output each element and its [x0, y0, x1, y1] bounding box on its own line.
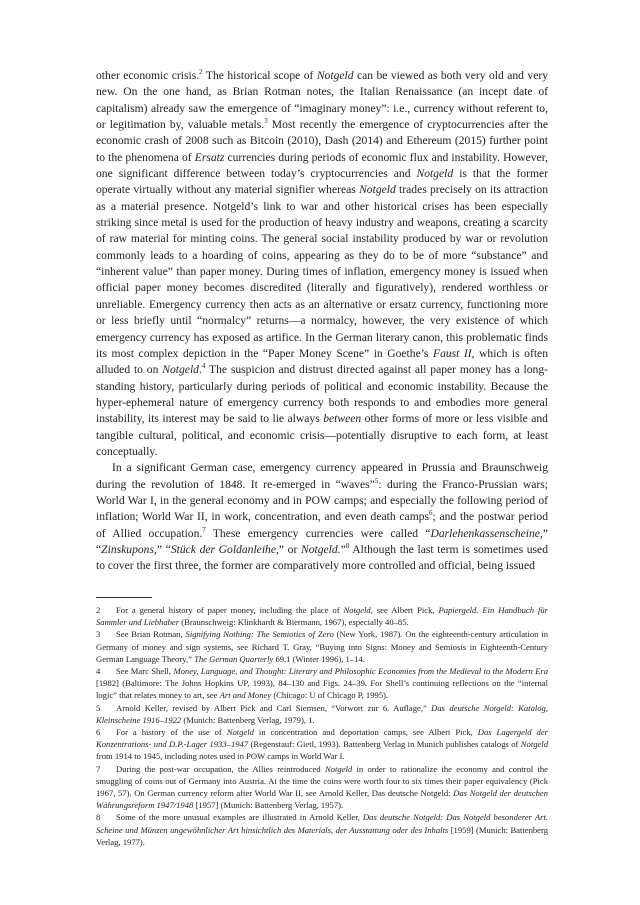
body-text [96, 68, 548, 575]
italic-text: Notgeld [359, 183, 396, 197]
footnote: 7 During the post-war occupation, the Allies reintroduced Notgeld in order to rationalize the economy and control the smuggling of coins out of Germany into Austria. At the time the coins were worth four to six times their paper equivalency (Pick 1967, 57). On German currency reform after World War II, see Arnold Keller, Das deutsche Notgeld: Das Notgeld der deutschen Währungsreform 1947/1948 [1957] (Munich: Battenberg Verlag, 1957). [96, 763, 548, 811]
footnote: 4 See Marc Shell, Money, Language, and Thought: Literary and Philosophic Economies from the Medieval to the Modern Era [1982] (Baltimore: The Johns Hopkins UP, 1993), 84–130 and Figs. 24–39. For Shell’s continuing reflections on the “internal logic” that relates money to art, see Art and Money (Chicago: U of Chicago P, 1995). [96, 666, 548, 701]
italic-text: Das Lagergeld der Konzentrations- und D.P.-Lager 1933–1947 [96, 727, 548, 750]
italic-text: Ersatz [194, 150, 225, 164]
italic-text: Art and Money [219, 690, 272, 701]
footnote-number: 4 [96, 666, 101, 677]
italic-text: Notgeld [324, 763, 353, 774]
paragraph: In a significant German case, emergency currency appeared in Prussia and Braunschweig during the revolution of 1848. It re-emerged in “waves”$^5$: during the Franco-Prussian wars; World War I, in the general economy and in POW camps; and especially the following period of inflation; World War II, in work, concentration, and even death camps$^6$; and the postwar period of Allied occupation.$^7$ These emergency currencies were called “Darlehenkassenscheine,” “Zinskupons,” “Stück der Goldanleihe,” or Notgeld.”$^8$ Although the last term is sometimes used to cover the first three, the former are comparatively more controlled and official, being issued [96, 461, 549, 573]
footnote-number: 5 [96, 702, 101, 713]
italic-text: Money, Language, and Thought: Literary and Philosophic Economies from the Medieval to the Modern Era [173, 666, 548, 677]
footnote-number: 8 [96, 812, 101, 823]
footnote: 8 Some of the more unusual examples are illustrated in Arnold Keller, Das deutsche Notgeld: Das Notgeld besonderer Art. Scheine und Münzen ungewöhnlicher Art hinsichtlich des Materials, der Ausstattung oder des Inhalts [1959] (Munich: Battenberg Verlag, 1977). [96, 812, 548, 847]
footnote: 2 For a general history of paper money, including the place of Notgeld, see Albert Pick, Papiergeld. Ein Handbuch für Sammler und Liebhaber (Braunschweig: Klinkhardt & Biermann, 1967), especially 40–85. [96, 605, 548, 628]
footnote-number: 6 [96, 727, 101, 738]
italic-text: Das deutsche Notgeld: Das Notgeld besonderer Art. Scheine und Münzen ungewöhnlicher Art hinsichtlich des Materials, der Ausstattung oder des Inhalts [96, 812, 548, 835]
italic-text: Notgeld [162, 363, 199, 377]
italic-text: Darlehenkassenscheine, [430, 526, 543, 540]
footnote-marker: 5 [374, 476, 379, 485]
paragraph: other economic crisis.$^2$ The historical scope of Notgeld can be viewed as both very old and very new. On the one hand, as Brian Rotman notes, the Italian Renaissance (an incept date of capitalism) already saw the emergence of “imaginary money”: i.e., currency without referent to, or legitimation by, valuable metals.$^3$ Most recently the emergence of cryptocurrencies after the economic crash of 2008 such as Bitcoin (2010), Dash (2014) and Ethereum (2015) further point to the phenomena of Ersatz currencies during periods of economic flux and instability. However, one significant difference between today’s cryptocurrencies and Notgeld is that the former operate virtually without any material signifier whereas Notgeld trades precisely on its attraction as a material presence. Notgeld’s link to war and other historical crises has been especially striking since metal is used for the production of heavy industry and weapons, creating a scarcity of raw material for minting coins. The general social instability produced by war or revolution commonly leads to a hoarding of coins, appearing as they do to be of more “substance” and “inherent value” than paper money. During times of inflation, emergency money is issued when official paper money becomes discredited (literally and figuratively), rendered worthless or unreliable. Emergency currency then acts as an alternative or ersatz currency, functioning more or less briefly until “normalcy” returns—a normalcy, however, the very existence of which emergency currency has exposed as artifice. In the German literary canon, this problematic finds its most complex depiction in the “Paper Money Scene” in Goethe’s Faust II, which is often alluded to on Notgeld.$^4$ The suspicion and distrust directed against all paper money has a long-standing history, particularly during periods of political and economic instability. Because the hyper-ephemeral nature of emergency currency both responds to and embodies more general instability, its interest may be said to lie always between other forms of more or less visible and tangible cultural, political, and economic crisis—potentially disruptive to each form, at least conceptually. [96, 68, 549, 458]
italic-text: Notgeld [343, 605, 371, 615]
footnotes [96, 604, 548, 848]
footnote-marker: 8 [345, 542, 350, 551]
italic-text: between [323, 412, 362, 426]
italic-text: Notgeld [520, 739, 549, 750]
italic-text: Papiergeld. Ein Handbuch für Sammler und Liebhaber [96, 605, 548, 628]
italic-text: Signifying Nothing: The Semiotics of Zero [185, 629, 334, 640]
italic-text: Das Notgeld der deutschen Währungsreform 1947/1948 [96, 788, 548, 811]
italic-text: Notgeld [416, 167, 454, 181]
footnote-marker: 7 [202, 525, 206, 534]
footnote-number: 2 [96, 605, 101, 615]
footnote-number: 7 [96, 763, 101, 774]
footnote-marker: 2 [199, 68, 203, 77]
italic-text: Notgeld [316, 69, 354, 82]
footnote-marker: 4 [201, 362, 206, 371]
italic-text: Stück der Goldanleihe, [170, 542, 279, 556]
footnote-marker: 3 [264, 117, 268, 126]
italic-text: Notgeld. [300, 542, 341, 556]
italic-text: Das deutsche Notgeld: Katalog, Kleinscheine 1916–1922 [96, 702, 548, 725]
footnote-marker: 6 [429, 509, 433, 518]
italic-text: Notgeld [226, 727, 254, 738]
footnote: 3 See Brian Rotman, Signifying Nothing: The Semiotics of Zero (New York, 1987). On the eighteenth-century articulation in Germany of money and sign systems, see Richard T. Gray, “Buying into Signs: Money and Semiosis in Eighteenth-Century German Language Theory,” The German Quarterly 69.1 (Winter 1996), 1–14. [96, 629, 548, 664]
footnote-number: 3 [96, 629, 101, 640]
italic-text: Zinskupons, [101, 542, 157, 556]
footnote: 5 Arnold Keller, revised by Albert Pick and Carl Siemsen, “Vorwort zur 6. Auflage,” Das deutsche Notgeld: Katalog, Kleinscheine 1916–1922 (Munich: Battenberg Verlag, 1979), 1. [96, 702, 548, 725]
italic-text: Faust II [432, 346, 472, 360]
italic-text: The German Quarterly [194, 653, 274, 664]
footnote-rule [96, 597, 152, 598]
footnote: 6 For a history of the use of Notgeld in concentration and deportation camps, see Albert Pick, Das Lagergeld der Konzentrations- und D.P.-Lager 1933–1947 (Regenstauf: Gietl, 1993). Battenberg Verlag in Munich publishes catalogs of Notgeld from 1914 to 1945, including notes used in POW camps in World War I. [96, 727, 549, 762]
